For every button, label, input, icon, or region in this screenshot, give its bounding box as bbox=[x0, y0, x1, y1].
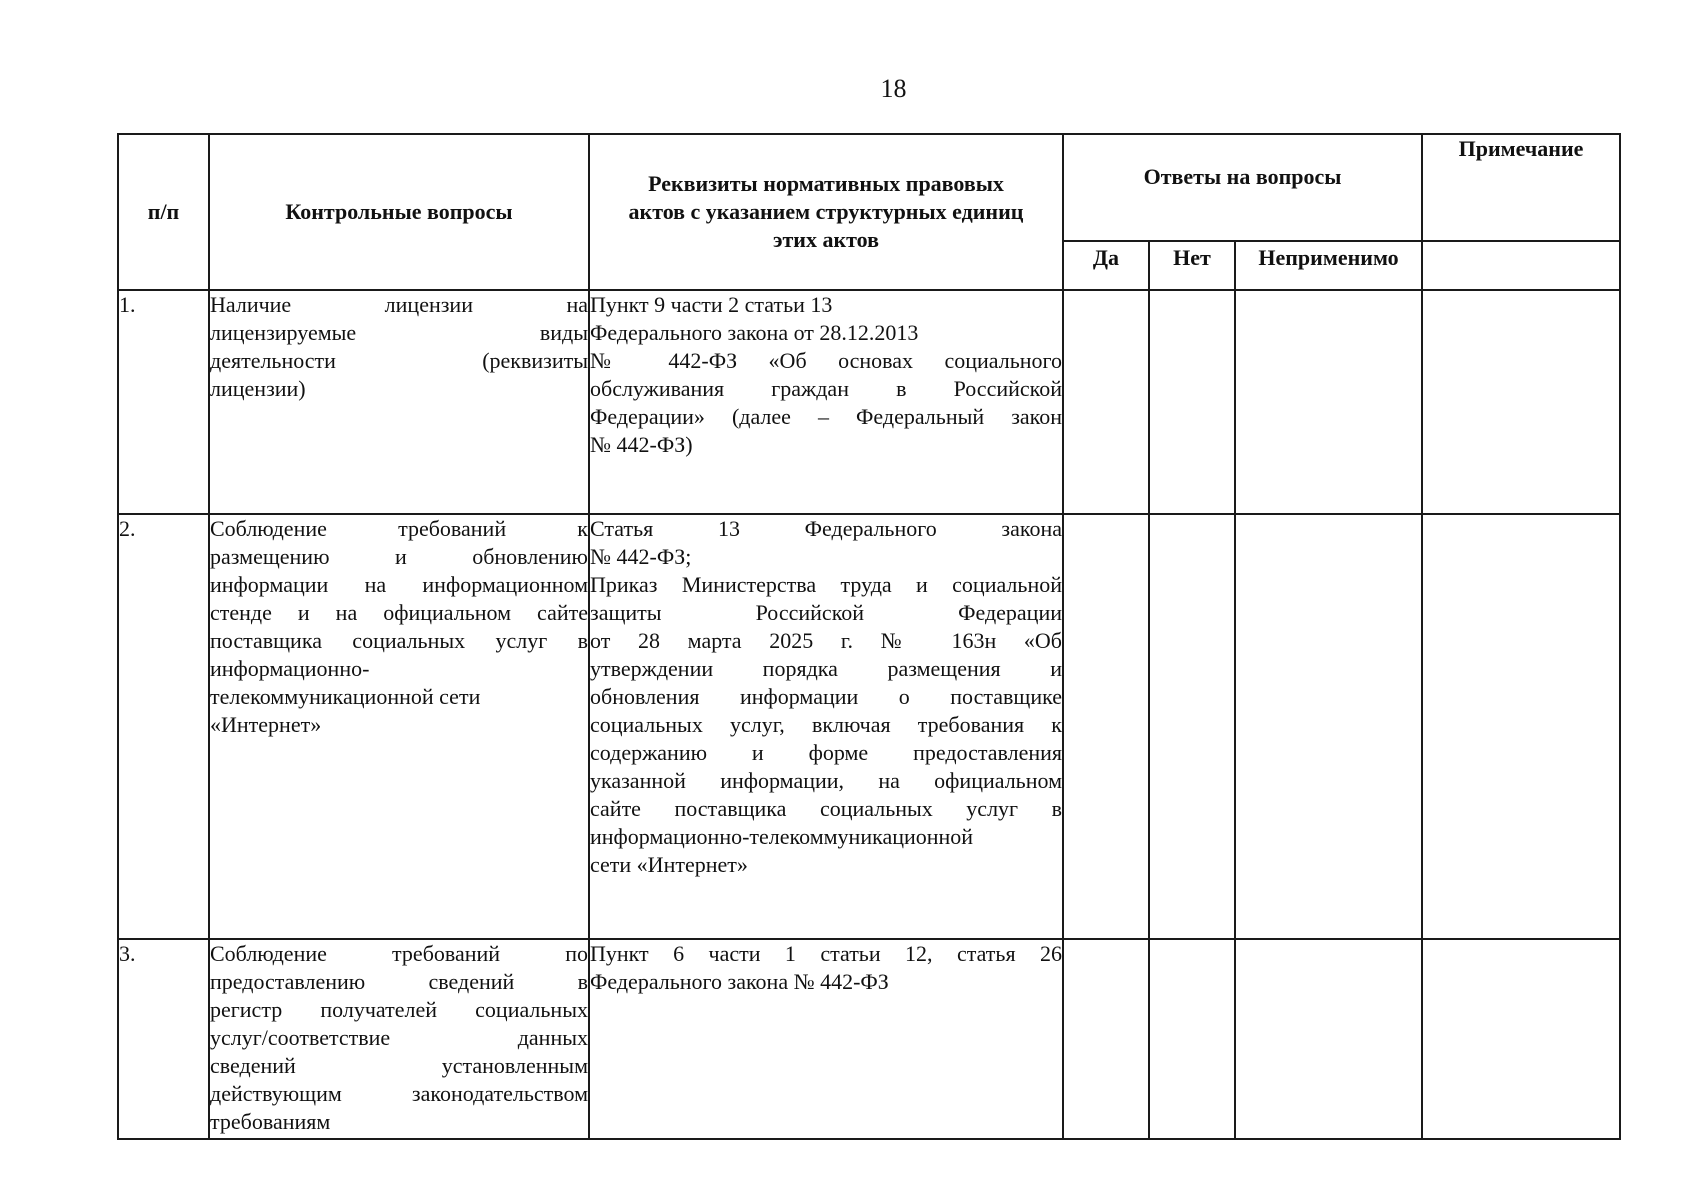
question-line: информационно- bbox=[210, 656, 370, 681]
note-cell[interactable] bbox=[1422, 939, 1620, 1139]
acts-line: № 442-ФЗ) bbox=[590, 432, 693, 457]
acts-line: № 442-ФЗ «Об основах социального bbox=[590, 348, 1062, 373]
header-num: п/п bbox=[118, 134, 209, 290]
header-acts-label bbox=[590, 170, 1062, 254]
answer-no-cell[interactable] bbox=[1149, 939, 1235, 1139]
acts-line: Пункт 9 части 2 статьи 13 bbox=[590, 292, 833, 317]
header-note-sub bbox=[1422, 241, 1620, 290]
acts-line: № 442-ФЗ; bbox=[590, 544, 692, 569]
question-line: размещению и обновлению bbox=[210, 544, 588, 569]
answer-no-cell[interactable] bbox=[1149, 514, 1235, 939]
question-line: сведений установленным bbox=[210, 1053, 588, 1078]
acts-line: указанной информации, на официальном bbox=[590, 768, 1062, 793]
answer-yes-cell[interactable] bbox=[1063, 939, 1149, 1139]
acts-line: социальных услуг, включая требования к bbox=[590, 712, 1062, 737]
page-number: 18 bbox=[880, 74, 907, 103]
header-answers: Ответы на вопросы bbox=[1063, 134, 1422, 241]
acts-line: сайте поставщика социальных услуг в bbox=[590, 796, 1062, 821]
row-acts bbox=[589, 514, 1063, 939]
header-acts-line: этих актов bbox=[772, 227, 879, 252]
header-note: Примечание bbox=[1422, 134, 1620, 241]
table-row bbox=[118, 939, 1620, 1139]
question-line: лицензии) bbox=[210, 376, 306, 401]
answer-yes-cell[interactable] bbox=[1063, 290, 1149, 514]
row-num: 3. bbox=[118, 939, 209, 1139]
acts-line: утверждении порядка размещения и bbox=[590, 656, 1062, 681]
answer-na-cell[interactable] bbox=[1235, 514, 1422, 939]
question-line: лицензируемые виды bbox=[210, 320, 588, 345]
row-question bbox=[209, 514, 589, 939]
acts-line: Приказ Министерства труда и социальной bbox=[590, 572, 1062, 597]
question-line: предоставлению сведений в bbox=[210, 969, 588, 994]
header-question-label: Контрольные вопросы bbox=[285, 199, 513, 224]
acts-line: информационно-телекоммуникационной bbox=[590, 824, 974, 849]
table-header bbox=[118, 134, 1620, 290]
answer-na-cell[interactable] bbox=[1235, 939, 1422, 1139]
question-line: Соблюдение требований по bbox=[210, 941, 588, 966]
header-acts bbox=[589, 134, 1063, 290]
row-num: 1. bbox=[118, 290, 209, 514]
question-line: услуг/соответствие данных bbox=[210, 1025, 588, 1050]
table-row bbox=[118, 290, 1620, 514]
row-acts bbox=[589, 939, 1063, 1139]
row-question bbox=[209, 939, 589, 1139]
header-question bbox=[209, 134, 589, 290]
answer-no-cell[interactable] bbox=[1149, 290, 1235, 514]
acts-line: Пункт 6 части 1 статьи 12, статья 26 bbox=[590, 941, 1062, 966]
row-question bbox=[209, 290, 589, 514]
acts-line: Статья 13 Федерального закона bbox=[590, 516, 1062, 541]
question-line: поставщика социальных услуг в bbox=[210, 628, 588, 653]
acts-line: защиты Российской Федерации bbox=[590, 600, 1062, 625]
acts-line: содержанию и форме предоставления bbox=[590, 740, 1062, 765]
question-line: действующим законодательством bbox=[210, 1081, 588, 1106]
note-cell[interactable] bbox=[1422, 290, 1620, 514]
acts-line: от 28 марта 2025 г. № 163н «Об bbox=[590, 628, 1062, 653]
question-line: Соблюдение требований к bbox=[210, 516, 588, 541]
answer-na-cell[interactable] bbox=[1235, 290, 1422, 514]
question-line: регистр получателей социальных bbox=[210, 997, 588, 1022]
acts-line: обновления информации о поставщике bbox=[590, 684, 1062, 709]
acts-line: обслуживания граждан в Российской bbox=[590, 376, 1062, 401]
answer-yes-cell[interactable] bbox=[1063, 514, 1149, 939]
acts-line: Федерального закона от 28.12.2013 bbox=[590, 320, 919, 345]
row-acts bbox=[589, 290, 1063, 514]
checklist-table bbox=[117, 133, 1621, 1140]
question-line: Наличие лицензии на bbox=[210, 292, 588, 317]
table-row bbox=[118, 514, 1620, 939]
table-body bbox=[118, 290, 1620, 1139]
acts-line: Федерального закона № 442-ФЗ bbox=[590, 969, 889, 994]
header-acts-line: Реквизиты нормативных правовых bbox=[648, 171, 1004, 196]
header-yes: Да bbox=[1063, 241, 1149, 290]
question-line: информации на информационном bbox=[210, 572, 588, 597]
acts-line: сети «Интернет» bbox=[590, 852, 748, 877]
header-na: Неприменимо bbox=[1235, 241, 1422, 290]
note-cell[interactable] bbox=[1422, 514, 1620, 939]
header-acts-line: актов с указанием структурных единиц bbox=[628, 199, 1024, 224]
question-line: стенде и на официальном сайте bbox=[210, 600, 588, 625]
question-line: телекоммуникационной сети bbox=[210, 684, 481, 709]
acts-line: Федерации» (далее – Федеральный закон bbox=[590, 404, 1062, 429]
row-num: 2. bbox=[118, 514, 209, 939]
question-line: «Интернет» bbox=[210, 712, 322, 737]
question-line: требованиям bbox=[210, 1109, 331, 1134]
question-line: деятельности (реквизиты bbox=[210, 348, 588, 373]
header-no: Нет bbox=[1149, 241, 1235, 290]
